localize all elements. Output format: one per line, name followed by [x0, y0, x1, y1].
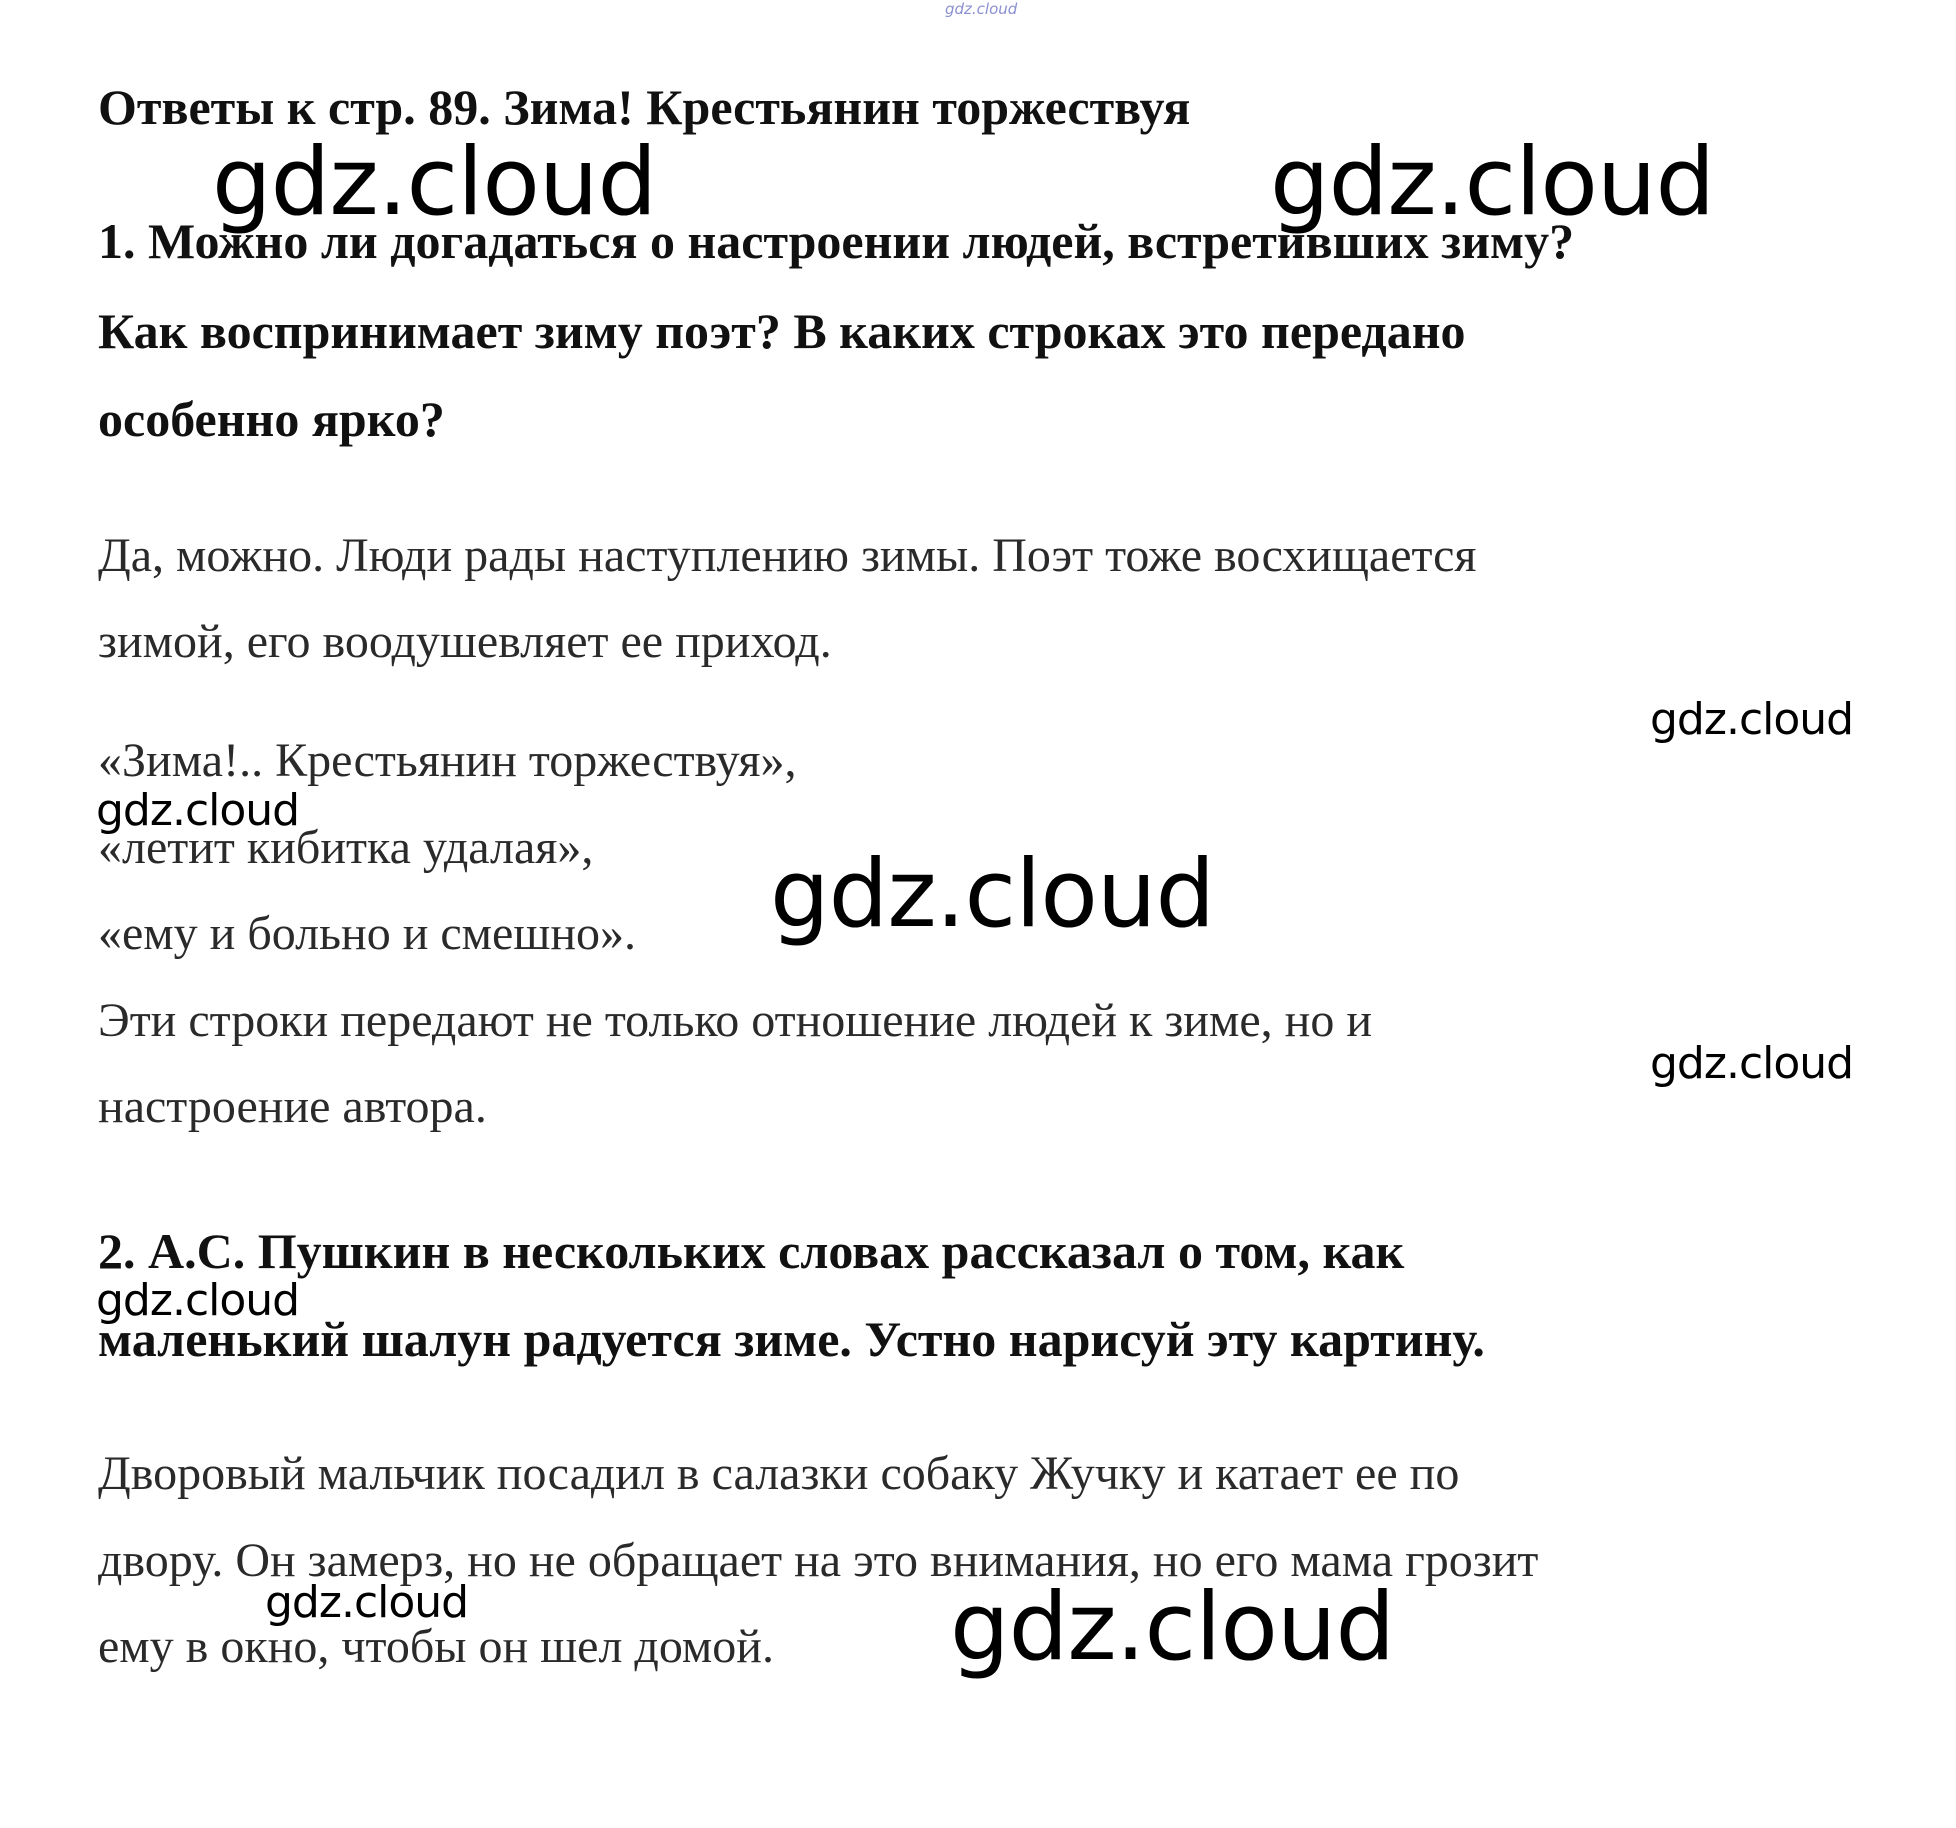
- watermark: gdz.cloud: [1650, 694, 1854, 745]
- question-2-line: 2. А.С. Пушкин в нескольких словах рассказал о том, как: [98, 1223, 1405, 1279]
- watermark: gdz.cloud: [1270, 128, 1715, 237]
- question-1-line: 1. Можно ли догадаться о настроении людей, встретивших зиму?: [98, 213, 1575, 269]
- answer-1-line: зимой, его воодушевляет ее приход.: [98, 615, 832, 668]
- answer-2-line: Дворовый мальчик посадил в салазки собаку Жучку и катает ее по: [98, 1447, 1460, 1500]
- answer-1-line: Да, можно. Люди рады наступлению зимы. Поэт тоже восхищается: [98, 529, 1477, 582]
- watermark: gdz.cloud: [96, 1275, 300, 1326]
- watermark: gdz.cloud: [950, 1573, 1395, 1682]
- answer-1-line: настроение автора.: [98, 1080, 487, 1133]
- watermark: gdz.cloud: [265, 1577, 469, 1628]
- watermark: gdz.cloud: [1650, 1038, 1854, 1089]
- watermark: gdz.cloud: [770, 840, 1215, 949]
- quote-line: «Зима!.. Крестьянин торжествуя»,: [98, 734, 797, 787]
- question-1-line: особенно ярко?: [98, 391, 445, 447]
- watermark: gdz.cloud: [212, 128, 657, 237]
- watermark: gdz.cloud: [96, 785, 300, 836]
- page-title: Ответы к стр. 89. Зима! Крестьянин торжествуя: [98, 79, 1191, 135]
- answer-2-line: двору. Он замерз, но не обращает на это внимания, но его мама грозит: [98, 1534, 1539, 1587]
- quote-line: «ему и больно и смешно».: [98, 907, 637, 960]
- answer-1-line: Эти строки передают не только отношение людей к зиме, но и: [98, 994, 1373, 1047]
- question-1-line: Как воспринимает зиму поэт? В каких строках это передано: [98, 303, 1466, 359]
- answer-2-line: ему в окно, чтобы он шел домой.: [98, 1620, 774, 1673]
- quote-line: «летит кибитка удалая»,: [98, 821, 594, 874]
- watermark-top: gdz.cloud: [945, 0, 1018, 18]
- question-2-line: маленький шалун радуется зиме. Устно нарисуй эту картину.: [98, 1311, 1485, 1367]
